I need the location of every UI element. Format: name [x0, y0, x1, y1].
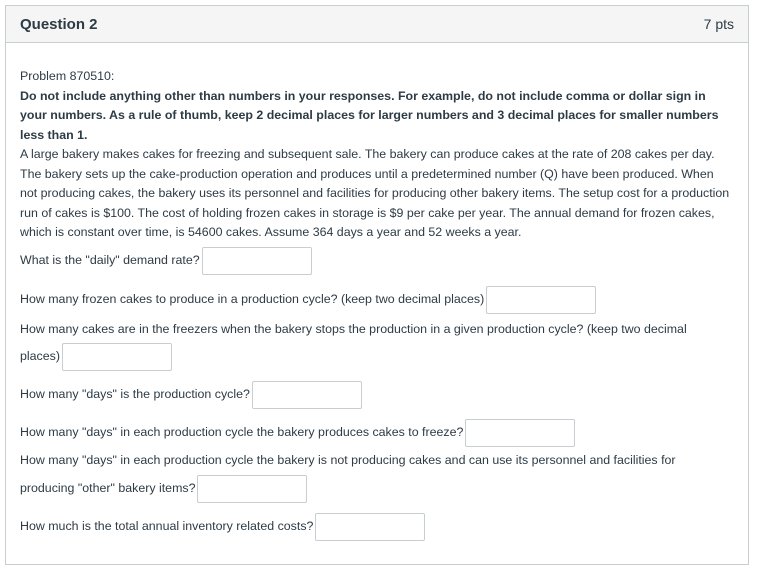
problem-id: Problem 870510:	[20, 69, 115, 83]
question-row-2	[20, 286, 734, 314]
question-points: 7 pts	[703, 16, 734, 32]
max-inventory-input[interactable]	[62, 343, 172, 371]
problem-instructions: Do not include anything other than numbers in your responses. For example, do not include comma or dollar sign in your numbers. As a rule of thumb, keep 2 decimal places for larger numbers and 3 decimal places for smaller numbers less than 1.	[20, 88, 719, 142]
question-label-7: How much is the total annual inventory related costs?	[20, 518, 314, 533]
question-label-6b: producing "other" bakery items?	[20, 480, 196, 495]
question-row-3	[20, 320, 734, 372]
production-quantity-input[interactable]	[486, 286, 596, 314]
question-label-3a: How many cakes are in the freezers when the bakery stops the production in a given production cycle? (keep two decimal	[20, 321, 687, 336]
question-card	[5, 5, 749, 565]
question-row-7	[20, 513, 734, 541]
total-cost-input[interactable]	[315, 513, 425, 541]
question-label-6a: How many "days" in each production cycle the bakery is not producing cakes and can use its personnel and facilities for	[20, 453, 676, 467]
problem-description: A large bakery makes cakes for freezing and subsequent sale. The bakery can produce cakes at the rate of 208 cakes per day. The bakery sets up the cake-production operation and produces until a predetermined number (Q) have been produced. When not producing cakes, the bakery uses its personnel and facilities for producing other bakery items. The setup cost for a production run of cakes is $100. The cost of holding frozen cakes in storage is $9 per cake per year. The annual demand for frozen cakes, which is constant over time, is 54600 cakes. Assume 364 days a year and 52 weeks a year.	[20, 147, 730, 239]
non-production-days-input[interactable]	[197, 475, 307, 503]
cycle-days-input[interactable]	[252, 381, 362, 409]
question-body	[6, 43, 748, 541]
question-row-1	[20, 247, 734, 275]
production-days-input[interactable]	[465, 419, 575, 447]
question-row-5	[20, 419, 734, 447]
problem-text	[20, 67, 734, 243]
question-title: Question 2	[20, 15, 98, 33]
question-label-3b: places)	[20, 349, 60, 364]
question-label-5: How many "days" in each production cycle the bakery produces cakes to freeze?	[20, 425, 464, 440]
question-label-2: How many frozen cakes to produce in a production cycle? (keep two decimal places)	[20, 291, 485, 306]
daily-demand-input[interactable]	[202, 247, 312, 275]
question-label-1: What is the "daily" demand rate?	[20, 252, 200, 267]
question-header	[6, 6, 748, 43]
question-row-6	[20, 451, 734, 503]
question-label-4: How many "days" is the production cycle?	[20, 387, 250, 402]
question-row-4	[20, 381, 734, 409]
